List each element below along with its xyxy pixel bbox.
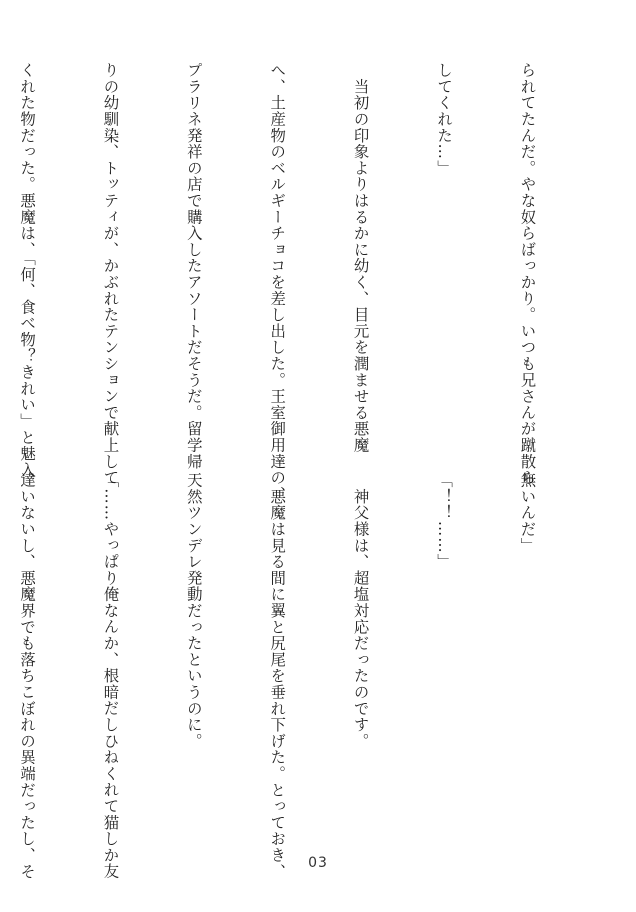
text-column: 天然ツンデレ発動だったというのに。 bbox=[184, 472, 203, 750]
text-column: 悪魔は見る間に翼と尻尾を垂れ下げた。とっておき、 bbox=[268, 472, 287, 880]
text-column: 「！！……」 bbox=[435, 472, 454, 570]
text-column: へ、土産物のベルギーチョコを差し出した。王室御用達の、 bbox=[268, 62, 287, 503]
text-column: 無いんだ」 bbox=[518, 472, 537, 554]
text-column: りの幼馴染、トッティが、かぶれたテンションで献上して bbox=[101, 62, 120, 486]
text-column: られてたんだ。やな奴らばっかり。いつも兄さんが蹴散ら bbox=[518, 62, 537, 486]
upper-text-block bbox=[18, 62, 596, 503]
text-column: 当初の印象よりはるかに幼く、目元を潤ませる悪魔 bbox=[351, 62, 370, 454]
text-column: くれた物だった。悪魔は、「何、食べ物？きれい」と魅入 bbox=[18, 62, 37, 479]
text-column: プラリネ発祥の店で購入したアソートだそうだ。留学帰 bbox=[184, 62, 203, 470]
text-column: 「……やっぱり俺なんか、根暗だしひねくれて猫しか友 bbox=[101, 472, 120, 880]
text-column: 達いないし、悪魔界でも落ちこぼれの異端だったし、そ bbox=[18, 472, 37, 880]
page-number: 03 bbox=[308, 855, 328, 871]
text-column: 神父様は、超塩対応だったのです。 bbox=[351, 472, 370, 750]
text-column: してくれた…」 bbox=[435, 62, 454, 177]
